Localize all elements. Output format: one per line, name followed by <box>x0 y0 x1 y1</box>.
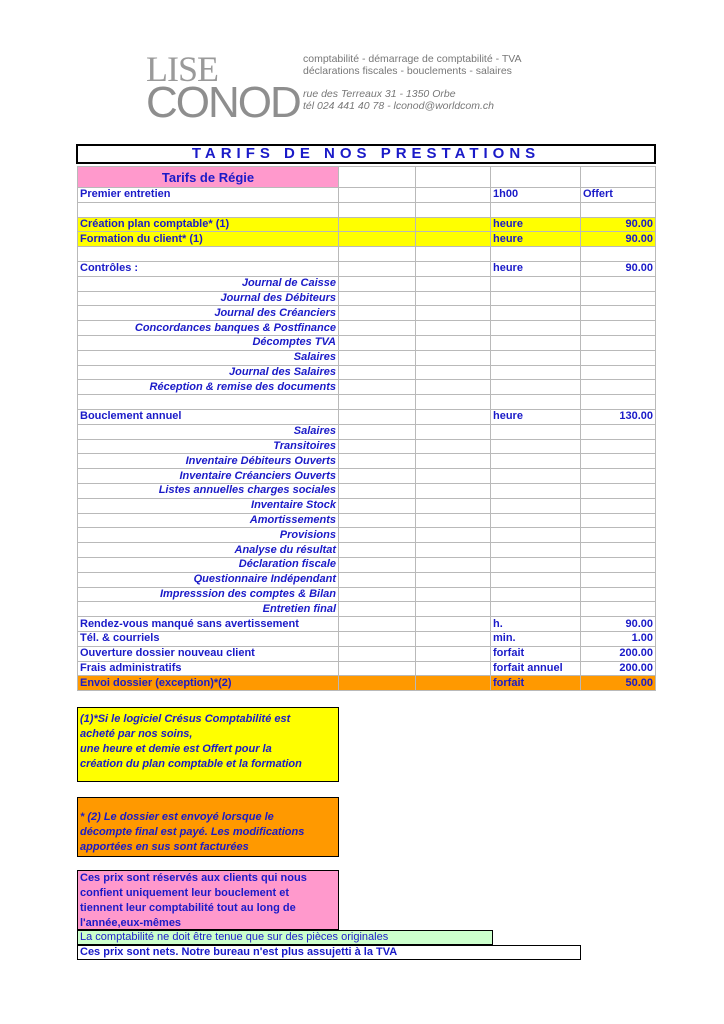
row-label <box>78 247 339 262</box>
empty-cell <box>416 409 491 424</box>
row-price <box>581 469 656 484</box>
row-price <box>581 602 656 617</box>
row-unit <box>491 528 581 543</box>
empty-cell <box>339 261 416 276</box>
empty-cell <box>339 395 416 410</box>
row-unit: forfait <box>491 676 581 691</box>
empty-cell <box>416 513 491 528</box>
logo-line2: CONOD <box>146 78 300 127</box>
row-unit <box>491 602 581 617</box>
note-3-line: tiennent leur comptabilité tout au long de <box>80 902 296 914</box>
empty-cell <box>416 395 491 410</box>
row-price <box>581 587 656 602</box>
row-label: Amortissements <box>78 513 339 528</box>
row-unit: forfait annuel <box>491 661 581 676</box>
empty-cell <box>416 380 491 395</box>
row-unit: heure <box>491 217 581 232</box>
table-row <box>78 661 656 676</box>
row-label: Tél. & courriels <box>78 631 339 646</box>
row-price <box>581 424 656 439</box>
empty-cell <box>339 513 416 528</box>
table-row <box>78 587 656 602</box>
row-unit <box>491 513 581 528</box>
note-3-line: confient uniquement leur bouclement et <box>80 887 290 899</box>
table-row <box>78 247 656 262</box>
row-label: Réception & remise des documents <box>78 380 339 395</box>
empty-cell <box>416 217 491 232</box>
empty-cell <box>339 469 416 484</box>
empty-cell <box>416 232 491 247</box>
row-label: Provisions <box>78 528 339 543</box>
empty-cell <box>339 439 416 454</box>
row-price <box>581 247 656 262</box>
logo-line1: LISE <box>146 49 218 89</box>
row-unit: 1h00 <box>491 188 581 203</box>
row-label <box>78 395 339 410</box>
row-unit <box>491 247 581 262</box>
row-label <box>78 202 339 217</box>
row-label: Concordances banques & Postfinance <box>78 321 339 336</box>
empty-cell <box>416 557 491 572</box>
table-row <box>78 217 656 232</box>
row-label: Impresssion des comptes & Bilan <box>78 587 339 602</box>
row-label: Rendez-vous manqué sans avertissement <box>78 617 339 632</box>
address-line-1: rue des Terreaux 31 - 1350 Orbe <box>303 88 456 100</box>
row-label: Inventaire Débiteurs Ouverts <box>78 454 339 469</box>
empty-cell <box>339 291 416 306</box>
empty-cell <box>416 350 491 365</box>
row-unit <box>491 483 581 498</box>
row-price <box>581 335 656 350</box>
empty-cell <box>339 661 416 676</box>
table-row <box>78 395 656 410</box>
empty-cell <box>339 365 416 380</box>
row-price <box>581 543 656 558</box>
empty-cell <box>339 646 416 661</box>
row-price <box>581 395 656 410</box>
empty-cell <box>339 217 416 232</box>
row-label: Ouverture dossier nouveau client <box>78 646 339 661</box>
tariff-table <box>77 166 656 691</box>
note-1-line: une heure et demie est Offert pour la <box>80 743 272 755</box>
row-label: Salaires <box>78 424 339 439</box>
row-label: Listes annuelles charges sociales <box>78 483 339 498</box>
row-price: 90.00 <box>581 232 656 247</box>
row-unit <box>491 335 581 350</box>
row-label: Salaires <box>78 350 339 365</box>
table-row <box>78 365 656 380</box>
empty-cell <box>416 276 491 291</box>
note-1-line: acheté par nos soins, <box>80 728 193 740</box>
row-price <box>581 276 656 291</box>
row-price <box>581 483 656 498</box>
table-row <box>78 646 656 661</box>
note-2-line: apportées en sus sont facturées <box>80 841 249 853</box>
empty-cell <box>416 528 491 543</box>
row-unit <box>491 395 581 410</box>
table-row <box>78 424 656 439</box>
row-unit: heure <box>491 232 581 247</box>
row-price <box>581 528 656 543</box>
row-label: Formation du client* (1) <box>78 232 339 247</box>
row-label: Questionnaire Indépendant <box>78 572 339 587</box>
table-row <box>78 483 656 498</box>
table-row <box>78 543 656 558</box>
row-unit <box>491 202 581 217</box>
row-unit <box>491 424 581 439</box>
row-label: Journal des Créanciers <box>78 306 339 321</box>
row-unit <box>491 350 581 365</box>
table-row <box>78 454 656 469</box>
row-price: Offert <box>581 188 656 203</box>
row-label: Analyse du résultat <box>78 543 339 558</box>
table-row <box>78 572 656 587</box>
footer-vat-note: Ces prix sont nets. Notre bureau n'est plus assujetti à la TVA <box>77 945 581 960</box>
table-row <box>78 617 656 632</box>
row-price <box>581 454 656 469</box>
empty-cell <box>339 528 416 543</box>
table-row <box>78 498 656 513</box>
note-1-line: création du plan comptable et la formation <box>80 758 302 770</box>
empty-cell <box>416 321 491 336</box>
note-2 <box>77 797 339 857</box>
row-label: Frais administratifs <box>78 661 339 676</box>
row-unit: heure <box>491 261 581 276</box>
row-unit: min. <box>491 631 581 646</box>
empty-cell <box>416 572 491 587</box>
empty-cell <box>416 646 491 661</box>
row-label: Journal des Salaires <box>78 365 339 380</box>
row-price <box>581 513 656 528</box>
empty-cell <box>416 617 491 632</box>
row-label: Transitoires <box>78 439 339 454</box>
row-label: Premier entretien <box>78 188 339 203</box>
row-price <box>581 380 656 395</box>
empty-cell <box>416 424 491 439</box>
table-head: Tarifs de Régie <box>78 167 339 188</box>
row-price: 200.00 <box>581 646 656 661</box>
empty-cell <box>339 602 416 617</box>
row-label: Bouclement annuel <box>78 409 339 424</box>
note-2-line: * (2) Le dossier est envoyé lorsque le <box>80 811 274 823</box>
table-row <box>78 291 656 306</box>
row-label: Journal de Caisse <box>78 276 339 291</box>
empty-cell <box>339 587 416 602</box>
empty-cell <box>339 321 416 336</box>
row-label: Inventaire Stock <box>78 498 339 513</box>
row-price <box>581 365 656 380</box>
row-price <box>581 439 656 454</box>
empty-cell <box>339 276 416 291</box>
empty-cell <box>416 661 491 676</box>
empty-cell <box>339 232 416 247</box>
note-3-line: Ces prix sont réservés aux clients qui nous <box>80 872 307 884</box>
row-unit <box>491 365 581 380</box>
empty-cell <box>416 587 491 602</box>
table-row <box>78 335 656 350</box>
note-1 <box>77 707 339 782</box>
empty-cell <box>339 247 416 262</box>
note-3 <box>77 870 339 930</box>
empty-cell <box>416 247 491 262</box>
note-3-line: l'année,eux-mêmes <box>80 917 182 929</box>
table-row <box>78 602 656 617</box>
table-row <box>78 469 656 484</box>
services-line-2: déclarations fiscales - bouclements - salaires <box>303 65 512 77</box>
empty-cell <box>416 676 491 691</box>
empty-cell <box>339 454 416 469</box>
empty-cell <box>416 483 491 498</box>
empty-cell <box>339 631 416 646</box>
row-price <box>581 557 656 572</box>
table-row <box>78 409 656 424</box>
empty-cell <box>416 602 491 617</box>
row-label: Entretien final <box>78 602 339 617</box>
row-price: 90.00 <box>581 617 656 632</box>
row-unit <box>491 543 581 558</box>
row-unit <box>491 557 581 572</box>
empty-cell <box>339 306 416 321</box>
table-row <box>78 557 656 572</box>
empty-cell <box>339 498 416 513</box>
empty-cell <box>416 469 491 484</box>
row-price: 50.00 <box>581 676 656 691</box>
row-unit <box>491 469 581 484</box>
empty-cell <box>339 202 416 217</box>
footer-originals-note: La comptabilité ne doit être tenue que sur des pièces originales <box>77 930 493 945</box>
page-title: TARIFS DE NOS PRESTATIONS <box>76 144 656 164</box>
table-row <box>78 676 656 691</box>
empty-cell <box>416 439 491 454</box>
empty-cell <box>416 188 491 203</box>
empty-cell <box>339 424 416 439</box>
empty-cell <box>416 543 491 558</box>
table-row <box>78 380 656 395</box>
row-unit <box>491 291 581 306</box>
row-price <box>581 306 656 321</box>
row-price <box>581 572 656 587</box>
table-row <box>78 439 656 454</box>
row-unit <box>491 587 581 602</box>
row-unit: heure <box>491 409 581 424</box>
row-price <box>581 321 656 336</box>
table-row <box>78 202 656 217</box>
row-price <box>581 350 656 365</box>
row-price <box>581 291 656 306</box>
empty-cell <box>339 483 416 498</box>
empty-cell <box>416 631 491 646</box>
services-line-1: comptabilité - démarrage de comptabilité - TVA <box>303 53 522 65</box>
row-price: 200.00 <box>581 661 656 676</box>
row-price <box>581 202 656 217</box>
table-row <box>78 188 656 203</box>
empty-cell <box>416 498 491 513</box>
row-price: 90.00 <box>581 261 656 276</box>
row-price <box>581 498 656 513</box>
row-label: Déclaration fiscale <box>78 557 339 572</box>
row-label: Journal des Débiteurs <box>78 291 339 306</box>
empty-cell <box>339 409 416 424</box>
empty-cell <box>339 557 416 572</box>
row-unit <box>491 439 581 454</box>
empty-cell <box>416 306 491 321</box>
empty-cell <box>416 365 491 380</box>
empty-cell <box>339 676 416 691</box>
empty-cell <box>416 454 491 469</box>
table-row <box>78 321 656 336</box>
row-unit <box>491 276 581 291</box>
empty-cell <box>416 202 491 217</box>
table-row <box>78 232 656 247</box>
table-row <box>78 513 656 528</box>
row-label: Création plan comptable* (1) <box>78 217 339 232</box>
address-line-2: tél 024 441 40 78 - lconod@worldcom.ch <box>303 100 495 112</box>
note-2-line: décompte final est payé. Les modifications <box>80 826 305 838</box>
row-price: 1.00 <box>581 631 656 646</box>
row-price: 130.00 <box>581 409 656 424</box>
row-label: Envoi dossier (exception)*(2) <box>78 676 339 691</box>
empty-cell <box>339 380 416 395</box>
table-row <box>78 528 656 543</box>
row-unit: h. <box>491 617 581 632</box>
table-row <box>78 261 656 276</box>
row-unit: forfait <box>491 646 581 661</box>
row-unit <box>491 321 581 336</box>
empty-cell <box>339 572 416 587</box>
row-label: Décomptes TVA <box>78 335 339 350</box>
empty-cell <box>339 350 416 365</box>
table-row <box>78 276 656 291</box>
row-label: Inventaire Créanciers Ouverts <box>78 469 339 484</box>
row-price: 90.00 <box>581 217 656 232</box>
empty-cell <box>416 335 491 350</box>
row-unit <box>491 572 581 587</box>
row-unit <box>491 380 581 395</box>
table-row <box>78 306 656 321</box>
empty-cell <box>339 617 416 632</box>
row-unit <box>491 454 581 469</box>
empty-cell <box>416 291 491 306</box>
note-1-line: (1)*Si le logiciel Crésus Comptabilité est <box>80 713 291 725</box>
empty-cell <box>339 335 416 350</box>
empty-cell <box>416 261 491 276</box>
row-unit <box>491 498 581 513</box>
row-label: Contrôles : <box>78 261 339 276</box>
empty-cell <box>339 543 416 558</box>
table-row <box>78 631 656 646</box>
table-row <box>78 350 656 365</box>
empty-cell <box>339 188 416 203</box>
row-unit <box>491 306 581 321</box>
